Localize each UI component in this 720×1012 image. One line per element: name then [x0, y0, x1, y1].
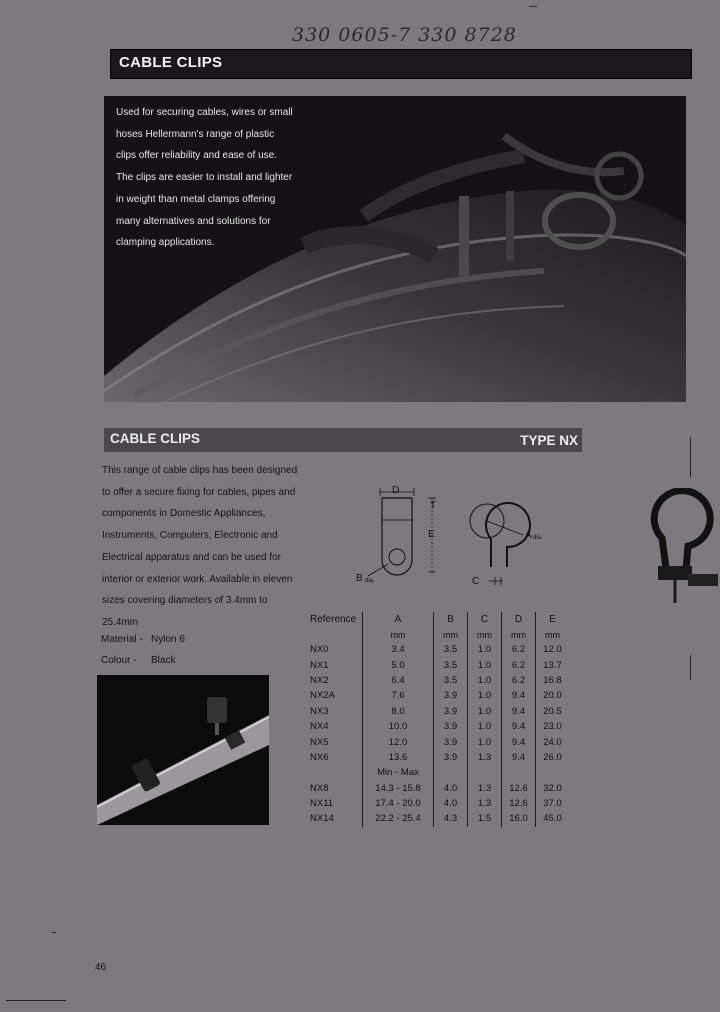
- edge-rule-top: [690, 437, 691, 477]
- scan-mark: [529, 6, 537, 7]
- table-cell: 16.0: [502, 811, 536, 826]
- table-cell: 1.0: [468, 688, 502, 703]
- table-cell: 6.2: [502, 642, 536, 657]
- product-bar-title: CABLE CLIPS: [110, 431, 201, 446]
- footer-rule: [6, 1000, 66, 1001]
- page-number: 46: [95, 962, 107, 973]
- table-cell: 1.3: [468, 796, 502, 811]
- table-cell: NX5: [310, 736, 329, 748]
- table-cell: 6.4: [363, 673, 434, 688]
- table-cell: NX2: [310, 674, 329, 686]
- table-cell: 3.9: [434, 688, 468, 703]
- dim-e-label: E: [428, 529, 435, 540]
- table-cell: 12.0: [363, 734, 434, 749]
- table-cell: 9.4: [502, 734, 536, 749]
- table-cell: [308, 627, 363, 642]
- table-cell: 7.6: [363, 688, 434, 703]
- clip-dimension-diagram-front: [350, 480, 450, 590]
- table-cell: 8.0: [363, 704, 434, 719]
- material-value: Nylon 6: [151, 634, 185, 645]
- table-row: [308, 796, 569, 811]
- dim-b-label: B: [356, 573, 363, 584]
- table-cell: 3.4: [363, 642, 434, 657]
- table-cell: 4.0: [434, 781, 468, 796]
- table-cell: NX11: [310, 798, 334, 810]
- table-row: [308, 704, 569, 719]
- table-cell: 17.4 - 20.0: [363, 796, 434, 811]
- dimensions-table: [308, 612, 569, 827]
- table-cell: 1.0: [468, 734, 502, 749]
- table-cell: 13.7: [536, 657, 570, 672]
- table-cell: 23.0: [536, 719, 570, 734]
- table-cell: 3.5: [434, 673, 468, 688]
- table-cell: 9.4: [502, 704, 536, 719]
- table-cell: 1.0: [468, 719, 502, 734]
- table-cell: [468, 765, 502, 780]
- clip-side-photo: [630, 488, 720, 608]
- table-cell: 20.0: [536, 688, 570, 703]
- dim-c-label: C: [472, 576, 480, 587]
- section-title: CABLE CLIPS: [119, 54, 223, 71]
- table-cell: 1.0: [468, 704, 502, 719]
- table-cell: 13.6: [363, 750, 434, 765]
- clip-photo: [97, 675, 269, 825]
- table-cell: 37.0: [536, 796, 570, 811]
- table-cell: 3.9: [434, 750, 468, 765]
- table-cell: NX1: [310, 659, 329, 671]
- table-cell: 1.3: [468, 750, 502, 765]
- table-cell: mm: [468, 627, 502, 642]
- table-cell: NX14: [310, 813, 334, 825]
- handwritten-part-numbers: 330 0605-7 330 8728: [292, 24, 517, 46]
- table-cell: 24.0: [536, 734, 570, 749]
- table-cell: mm: [502, 627, 536, 642]
- table-range-label-row: [308, 765, 569, 780]
- table-cell: 26.0: [536, 750, 570, 765]
- table-cell: 14.3 - 15.8: [363, 781, 434, 796]
- table-cell: 3.9: [434, 704, 468, 719]
- product-header-bar: [104, 428, 582, 452]
- table-cell: 1.5: [468, 811, 502, 826]
- table-cell: 3.9: [434, 719, 468, 734]
- table-cell: 9.4: [502, 688, 536, 703]
- table-row: [308, 657, 569, 672]
- colour-label: Colour -: [101, 655, 137, 666]
- dim-a-subscript: dia.: [533, 535, 543, 541]
- table-cell: Min - Max: [363, 765, 434, 780]
- table-cell: NX8: [310, 782, 329, 794]
- table-cell: 3.5: [434, 657, 468, 672]
- table-cell: 9.4: [502, 750, 536, 765]
- table-cell: 3.5: [434, 642, 468, 657]
- product-type-label: TYPE NX: [520, 433, 578, 448]
- table-row: [308, 734, 569, 749]
- table-cell: 12.0: [536, 642, 570, 657]
- product-description: This range of cable clips has been designed to offer a secure fixing for cables, pipes and components in Domestic Appliances, Instruments, Computers, Electronic and Electrical apparatus and can be used for interior or exterior work. Available in eleven sizes covering diameters of 3.4mm to 25.4mm: [102, 465, 298, 628]
- dim-d-label: D: [392, 485, 400, 496]
- table-cell: 1.3: [468, 781, 502, 796]
- table-cell: E: [536, 612, 570, 627]
- table-row: [308, 750, 569, 765]
- table-cell: 3.9: [434, 734, 468, 749]
- table-cell: 5.0: [363, 657, 434, 672]
- table-cell: 1.0: [468, 657, 502, 672]
- table-row: [308, 811, 569, 826]
- table-row: [308, 642, 569, 657]
- clip-photo-image: [97, 675, 269, 825]
- table-cell: [536, 765, 570, 780]
- table-cell: 6.2: [502, 673, 536, 688]
- table-cell: [308, 765, 363, 780]
- section-title-bar: [110, 49, 692, 79]
- table-cell: 4.3: [434, 811, 468, 826]
- table-cell: [434, 765, 468, 780]
- table-cell: 10.0: [363, 719, 434, 734]
- table-row: [308, 719, 569, 734]
- table-cell: 45.0: [536, 811, 570, 826]
- material-label: Material -: [101, 634, 143, 645]
- edge-rule-bottom: [690, 655, 691, 680]
- table-cell: [502, 765, 536, 780]
- table-cell: 9.4: [502, 719, 536, 734]
- dim-t-label: T: [430, 500, 437, 511]
- table-cell: 1.0: [468, 642, 502, 657]
- intro-paragraph: Used for securing cables, wires or small hoses Hellermann's range of plastic clips offer reliability and ease of use. The clips are easier to install and lighter in weight than metal clamps offering many alternatives and solutions for clamping applications.: [116, 107, 293, 249]
- table-cell: mm: [363, 627, 434, 642]
- table-cell: Reference: [310, 614, 357, 625]
- table-row: [308, 673, 569, 688]
- dim-b-subscript: dia.: [365, 578, 375, 584]
- dim-a-label: A: [525, 530, 532, 541]
- colour-value: Black: [151, 655, 176, 666]
- table-cell: NX3: [310, 705, 329, 717]
- table-cell: D: [502, 612, 536, 627]
- table-cell: 32.0: [536, 781, 570, 796]
- table-cell: NX4: [310, 721, 329, 733]
- table-cell: mm: [536, 627, 570, 642]
- table-cell: 4.0: [434, 796, 468, 811]
- hero-photo: [104, 96, 686, 402]
- table-cell: mm: [434, 627, 468, 642]
- table-cell: 12.6: [502, 781, 536, 796]
- table-cell: 1.0: [468, 673, 502, 688]
- table-row: [308, 688, 569, 703]
- table-cell: NX6: [310, 751, 329, 763]
- table-unit-row: [308, 627, 569, 642]
- table-cell: A: [363, 612, 434, 627]
- table-row: [308, 781, 569, 796]
- table-cell: 6.2: [502, 657, 536, 672]
- table-header-row: [308, 612, 569, 627]
- table-cell: 20.5: [536, 704, 570, 719]
- clip-dimension-diagram-side: [455, 495, 555, 595]
- scan-mark-left: [52, 932, 56, 933]
- table-cell: B: [434, 612, 468, 627]
- table-cell: C: [468, 612, 502, 627]
- table-cell: 22.2 - 25.4: [363, 811, 434, 826]
- table-cell: NX0: [310, 644, 329, 656]
- table-cell: 16.8: [536, 673, 570, 688]
- table-cell: NX2A: [310, 690, 335, 702]
- table-cell: 12.6: [502, 796, 536, 811]
